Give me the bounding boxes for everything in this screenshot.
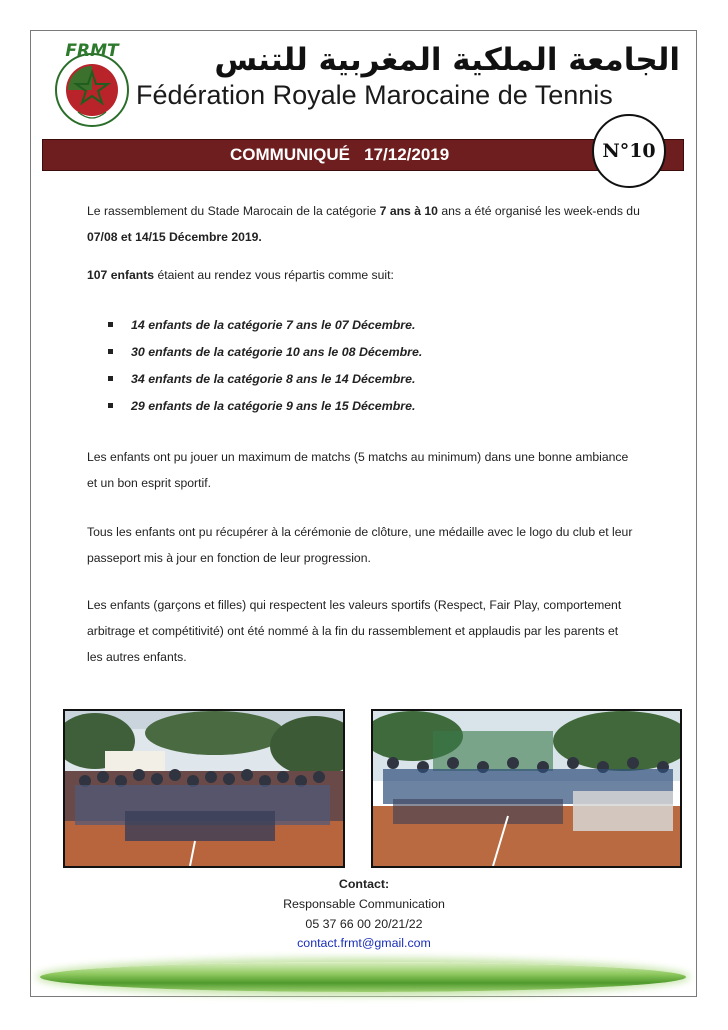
arabic-federation-title: الجامعة الملكية المغربية للتنس: [214, 42, 680, 78]
communique-label: COMMUNIQUÉ: [230, 145, 350, 164]
logo-text: FRMT: [65, 41, 119, 61]
intro-text-c: ans a été organisé les week-ends du: [437, 204, 640, 218]
bullet-square-icon: [108, 376, 113, 381]
bullet-square-icon: [108, 322, 113, 327]
contact-heading: Contact:: [338, 877, 390, 891]
intro-age-range: 7 ans à 10: [379, 204, 438, 218]
french-federation-title: Fédération Royale Marocaine de Tennis: [136, 80, 613, 110]
values-paragraph: Les enfants (garçons et filles) qui respectent les valeurs sportifs (Respect, Fair Play, comportement arbitrage et compétitivité) ont été nommé à la fin du rassemblement et applaudis par les parents et les autres enfants.: [87, 598, 622, 664]
participants-paragraph: [87, 262, 657, 288]
bullet-square-icon: [108, 349, 113, 354]
communique-number-badge: N°10: [592, 114, 666, 188]
frmt-logo: [50, 40, 134, 128]
intro-paragraph: [87, 198, 657, 250]
matches-paragraph: Les enfants ont pu jouer un maximum de matchs (5 matchs au minimum) dans une bonne ambiance et un bon esprit sportif.: [87, 450, 629, 490]
contact-email-link[interactable]: contact.frmt@gmail.com: [297, 936, 431, 950]
ceremony-paragraph: Tous les enfants ont pu récupérer à la cérémonie de clôture, une médaille avec le logo du club et leur passeport mis à jour en fonction de leur progression.: [87, 525, 633, 565]
grass-footer-decoration: [40, 962, 686, 992]
group-photo-right: [371, 709, 682, 868]
intro-dates: 07/08 et 14/15 Décembre 2019.: [87, 230, 262, 244]
contact-role: Responsable Communication: [283, 897, 445, 911]
group-photo-left: [63, 709, 345, 868]
banner-title: [230, 145, 449, 165]
bullet-square-icon: [108, 403, 113, 408]
contact-phone: 05 37 66 00 20/21/22: [305, 917, 423, 931]
participants-text: étaient au rendez vous répartis comme suit:: [154, 268, 394, 282]
frmt-logo-graphic: [50, 40, 134, 128]
communique-date: 17/12/2019: [364, 145, 450, 164]
participants-count: 107 enfants: [87, 268, 155, 282]
intro-text-a: Le rassemblement du Stade Marocain de la catégorie: [87, 204, 380, 218]
